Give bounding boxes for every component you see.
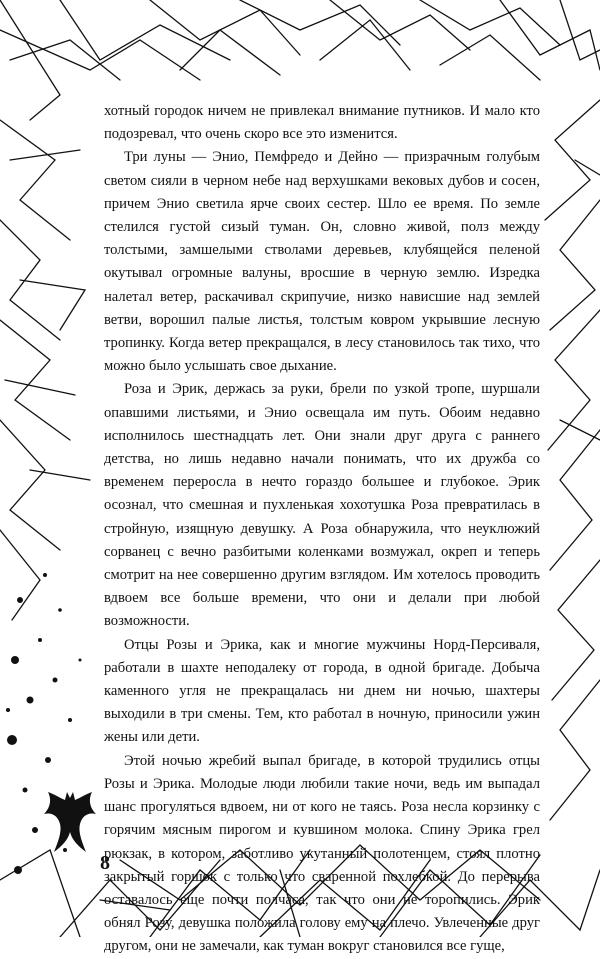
paragraph: Этой ночью жребий выпал бригаде, в которой трудились отцы Розы и Эрика. Молодые люди любили такие ночи, ведь им выпадал шанс прогуляться вдвоем, ни от кого не таясь. Роза несла корзинку с горячим мясным пирогом и кувшином молока. Спину Эрика грел рюкзак, в котором, заботливо укутанный полотенцем, стоял плотно закрытый горшок с только что сваренной похлебкой. До перерыва оставалось еще почти полчаса, так что они не торопились. Эрик обнял Розу, девушка положила голову ему на плечо. Увлеченные друг другом, они не замечали, как туман вокруг становился все гуще, xyxy=(104,752,540,955)
body-text xyxy=(104,100,540,959)
paragraph: хотный городок ничем не привлекал внимание путников. И мало кто подозревал, что очень скоро все это изменится. xyxy=(104,103,540,143)
paragraph: Отцы Розы и Эрика, как и многие мужчины Норд-Персиваля, работали в шахте неподалеку от города, в одной бригаде. Добыча каменного угля не прекращалась ни днем ни ночью, шахтеры выходили в три смены. Тем, кто работал в ночную, приносили ужин жены или дети. xyxy=(104,636,540,746)
paragraph: Роза и Эрик, держась за руки, брели по узкой тропе, шуршали опавшими листьями, и Энио освещала им путь. Обоим недавно исполнилось шестнадцать лет. Они знали друг друга с раннего детства, но лишь недавно начали понимать, что их дружба со временем переросла в нечто гораздо большее и глубокое. Эрик осознал, что смешная и пухленькая хохотушка Роза превратилась в стройную, изящную девушку. А Роза обнаружила, что неуклюжий сорванец с вечно разбитыми коленками возмужал, окреп и теперь смотрит на нее совершенно другим взглядом. Им хотелось проводить вдвоем все больше времени, что они и делали при любой возможности. xyxy=(104,381,540,630)
paragraph: Три луны — Энио, Пемфредо и Дейно — призрачным голубым светом сияли в черном небе над верхушками вековых дубов и сосен, причем Энио светила ярче своих сестер. Шло ее время. По земле стелился густой сизый туман. Он, словно живой, полз между толстыми, замшелыми стволами деревьев, клубящейся пеленой окутывал огромные валуны, вросшие в черную землю. Изредка налетал ветер, раскачивал скрипучие, низко нависшие над землей ветви, ворошил палые листья, толстым ковром укрывшие лесную тропинку. Когда ветер прекращался, в лесу становилось так тихо, что можно было услышать свое дыхание. xyxy=(104,149,540,375)
page-number: 8 xyxy=(100,852,110,874)
bat-icon xyxy=(40,790,100,855)
